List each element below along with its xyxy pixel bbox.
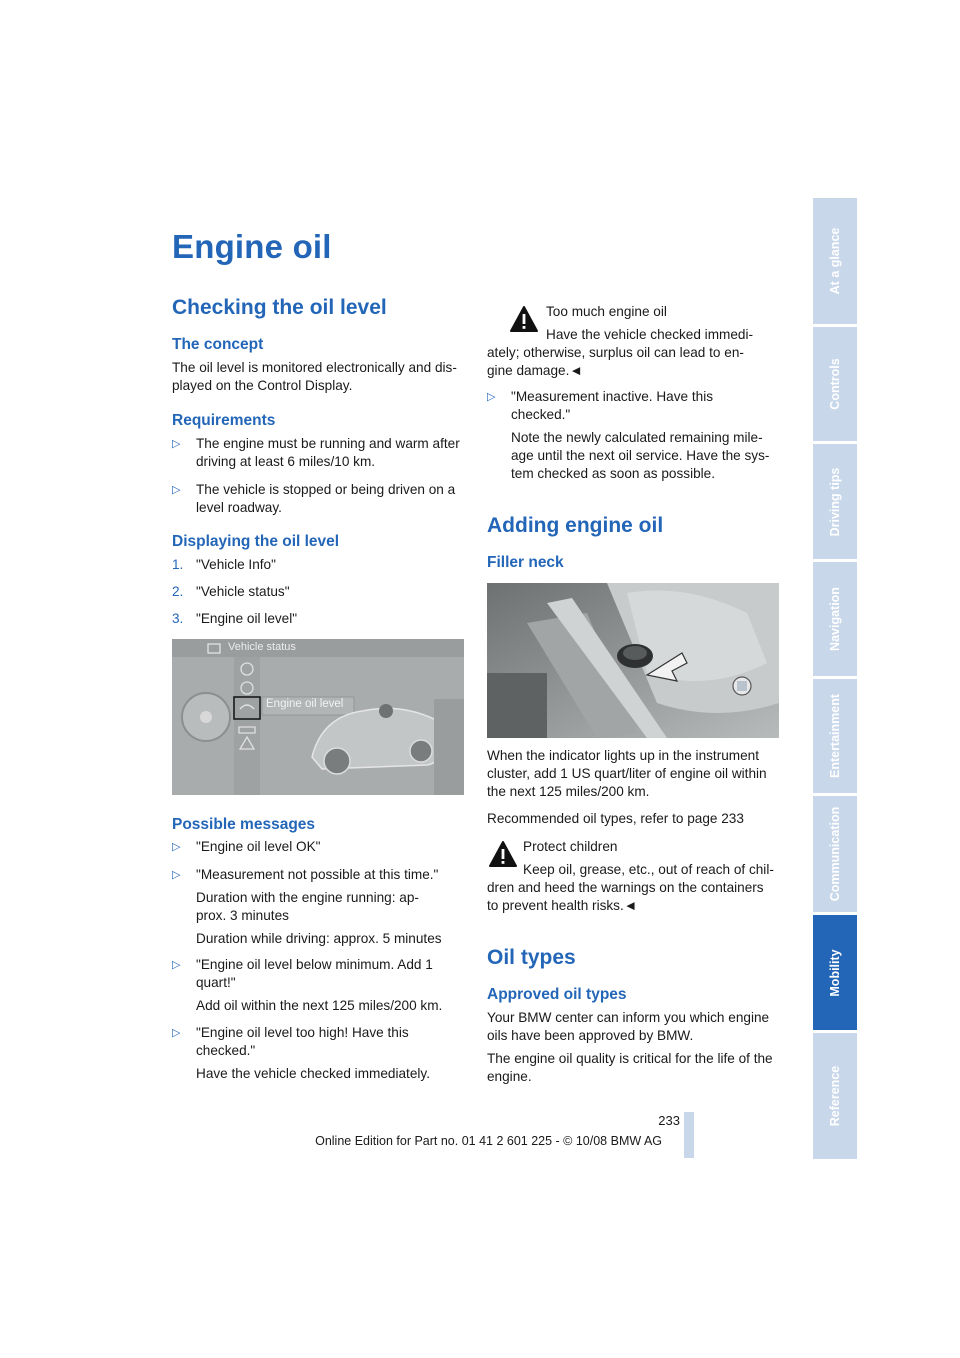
warning-heading: Protect children (523, 839, 618, 854)
warning-text: Keep oil, grease, etc., out of reach of chil- (523, 862, 774, 877)
bullet-arrow-icon: ▷ (172, 869, 181, 881)
bullet-arrow-icon: ▷ (172, 484, 181, 496)
subheading-displaying: Displaying the oil level (172, 533, 340, 550)
approved-text: Your BMW center can inform you which engine (487, 1010, 770, 1025)
bullet-arrow-icon: ▷ (487, 391, 496, 403)
subheading-filler: Filler neck (487, 554, 564, 571)
bullet-arrow-icon: ▷ (172, 438, 181, 450)
filler-text: When the indicator lights up in the instrument (487, 748, 760, 763)
warning-icon (509, 305, 539, 333)
bullet-arrow-icon: ▷ (172, 1027, 181, 1039)
step-item: 2. "Vehicle status" (172, 584, 290, 599)
page-title: Engine oil (172, 228, 332, 265)
filler-neck-figure (487, 583, 779, 738)
tab-communication[interactable]: Communication (813, 796, 857, 912)
section-heading-oil-types: Oil types (487, 946, 576, 969)
list-item: ▷ The engine must be running and warm after driving at least 6 miles/10 km. (172, 436, 460, 469)
filler-text: cluster, add 1 US quart/liter of engine oil within (487, 766, 767, 781)
footer-edition-text: Online Edition for Part no. 01 41 2 601 225 - © 10/08 BMW AG (315, 1134, 662, 1148)
recommended-oil-reference: Recommended oil types, refer to page 233 (487, 811, 744, 826)
quality-text: The engine oil quality is critical for the life of the (487, 1051, 773, 1066)
step-item: 3. "Engine oil level" (172, 611, 298, 626)
subheading-requirements: Requirements (172, 412, 276, 429)
subheading-concept: The concept (172, 336, 264, 353)
tab-driving-tips[interactable]: Driving tips (813, 444, 857, 559)
tab-mobility[interactable]: Mobility (813, 915, 857, 1030)
warning-text: Have the vehicle checked immedi- (546, 327, 754, 342)
footer-bar (684, 1112, 694, 1158)
page-number: 233 (658, 1113, 680, 1128)
warning-text: ately; otherwise, surplus oil can lead to en- (487, 345, 744, 360)
list-item: ▷ "Measurement not possible at this time." Duration with the engine running: ap- prox. 3 minutes Duration while driving: approx. 5 minutes (172, 867, 442, 946)
quality-text: engine. (487, 1069, 532, 1084)
section-heading-checking: Checking the oil level (172, 296, 387, 319)
warning-text: gine damage.◄ (487, 363, 583, 378)
section-heading-adding: Adding engine oil (487, 514, 664, 537)
vehicle-status-screen-figure (172, 639, 464, 795)
concept-line: played on the Control Display. (172, 378, 353, 393)
bullet-arrow-icon: ▷ (172, 841, 181, 853)
filler-neck-image (487, 583, 779, 738)
list-item: ▷ "Engine oil level below minimum. Add 1 quart!" Add oil within the next 125 miles/200 km. (172, 957, 443, 1013)
step-item: 1. "Vehicle Info" (172, 557, 276, 572)
tab-navigation[interactable]: Navigation (813, 562, 857, 676)
warning-heading: Too much engine oil (546, 304, 667, 319)
tab-entertainment[interactable]: Entertainment (813, 679, 857, 793)
screen-title: Vehicle status (228, 641, 296, 653)
warning-icon (488, 840, 518, 868)
warning-text: dren and heed the warnings on the containers (487, 880, 764, 895)
list-item: ▷ "Engine oil level OK" (172, 839, 321, 854)
list-item: ▷ "Engine oil level too high! Have this checked." Have the vehicle checked immediately. (172, 1025, 430, 1081)
warning-text: to prevent health risks.◄ (487, 898, 638, 913)
list-item: ▷ The vehicle is stopped or being driven on a level roadway. (172, 482, 456, 515)
approved-text: oils have been approved by BMW. (487, 1028, 694, 1043)
bullet-arrow-icon: ▷ (172, 959, 181, 971)
concept-line: The oil level is monitored electronically and dis- (172, 360, 457, 375)
subheading-approved: Approved oil types (487, 986, 627, 1003)
vehicle-status-screen-image (172, 639, 464, 795)
list-item: ▷ "Measurement inactive. Have this checked." Note the newly calculated remaining mile- age until the next oil service. Have the sys- tem checked as soon as possible. (487, 389, 770, 481)
tab-reference[interactable]: Reference (813, 1033, 857, 1159)
subheading-messages: Possible messages (172, 816, 316, 833)
filler-text: the next 125 miles/200 km. (487, 784, 650, 799)
screen-engine-oil-label: Engine oil level (266, 698, 344, 710)
tab-controls[interactable]: Controls (813, 327, 857, 441)
tab-at-a-glance[interactable]: At a glance (813, 198, 857, 324)
